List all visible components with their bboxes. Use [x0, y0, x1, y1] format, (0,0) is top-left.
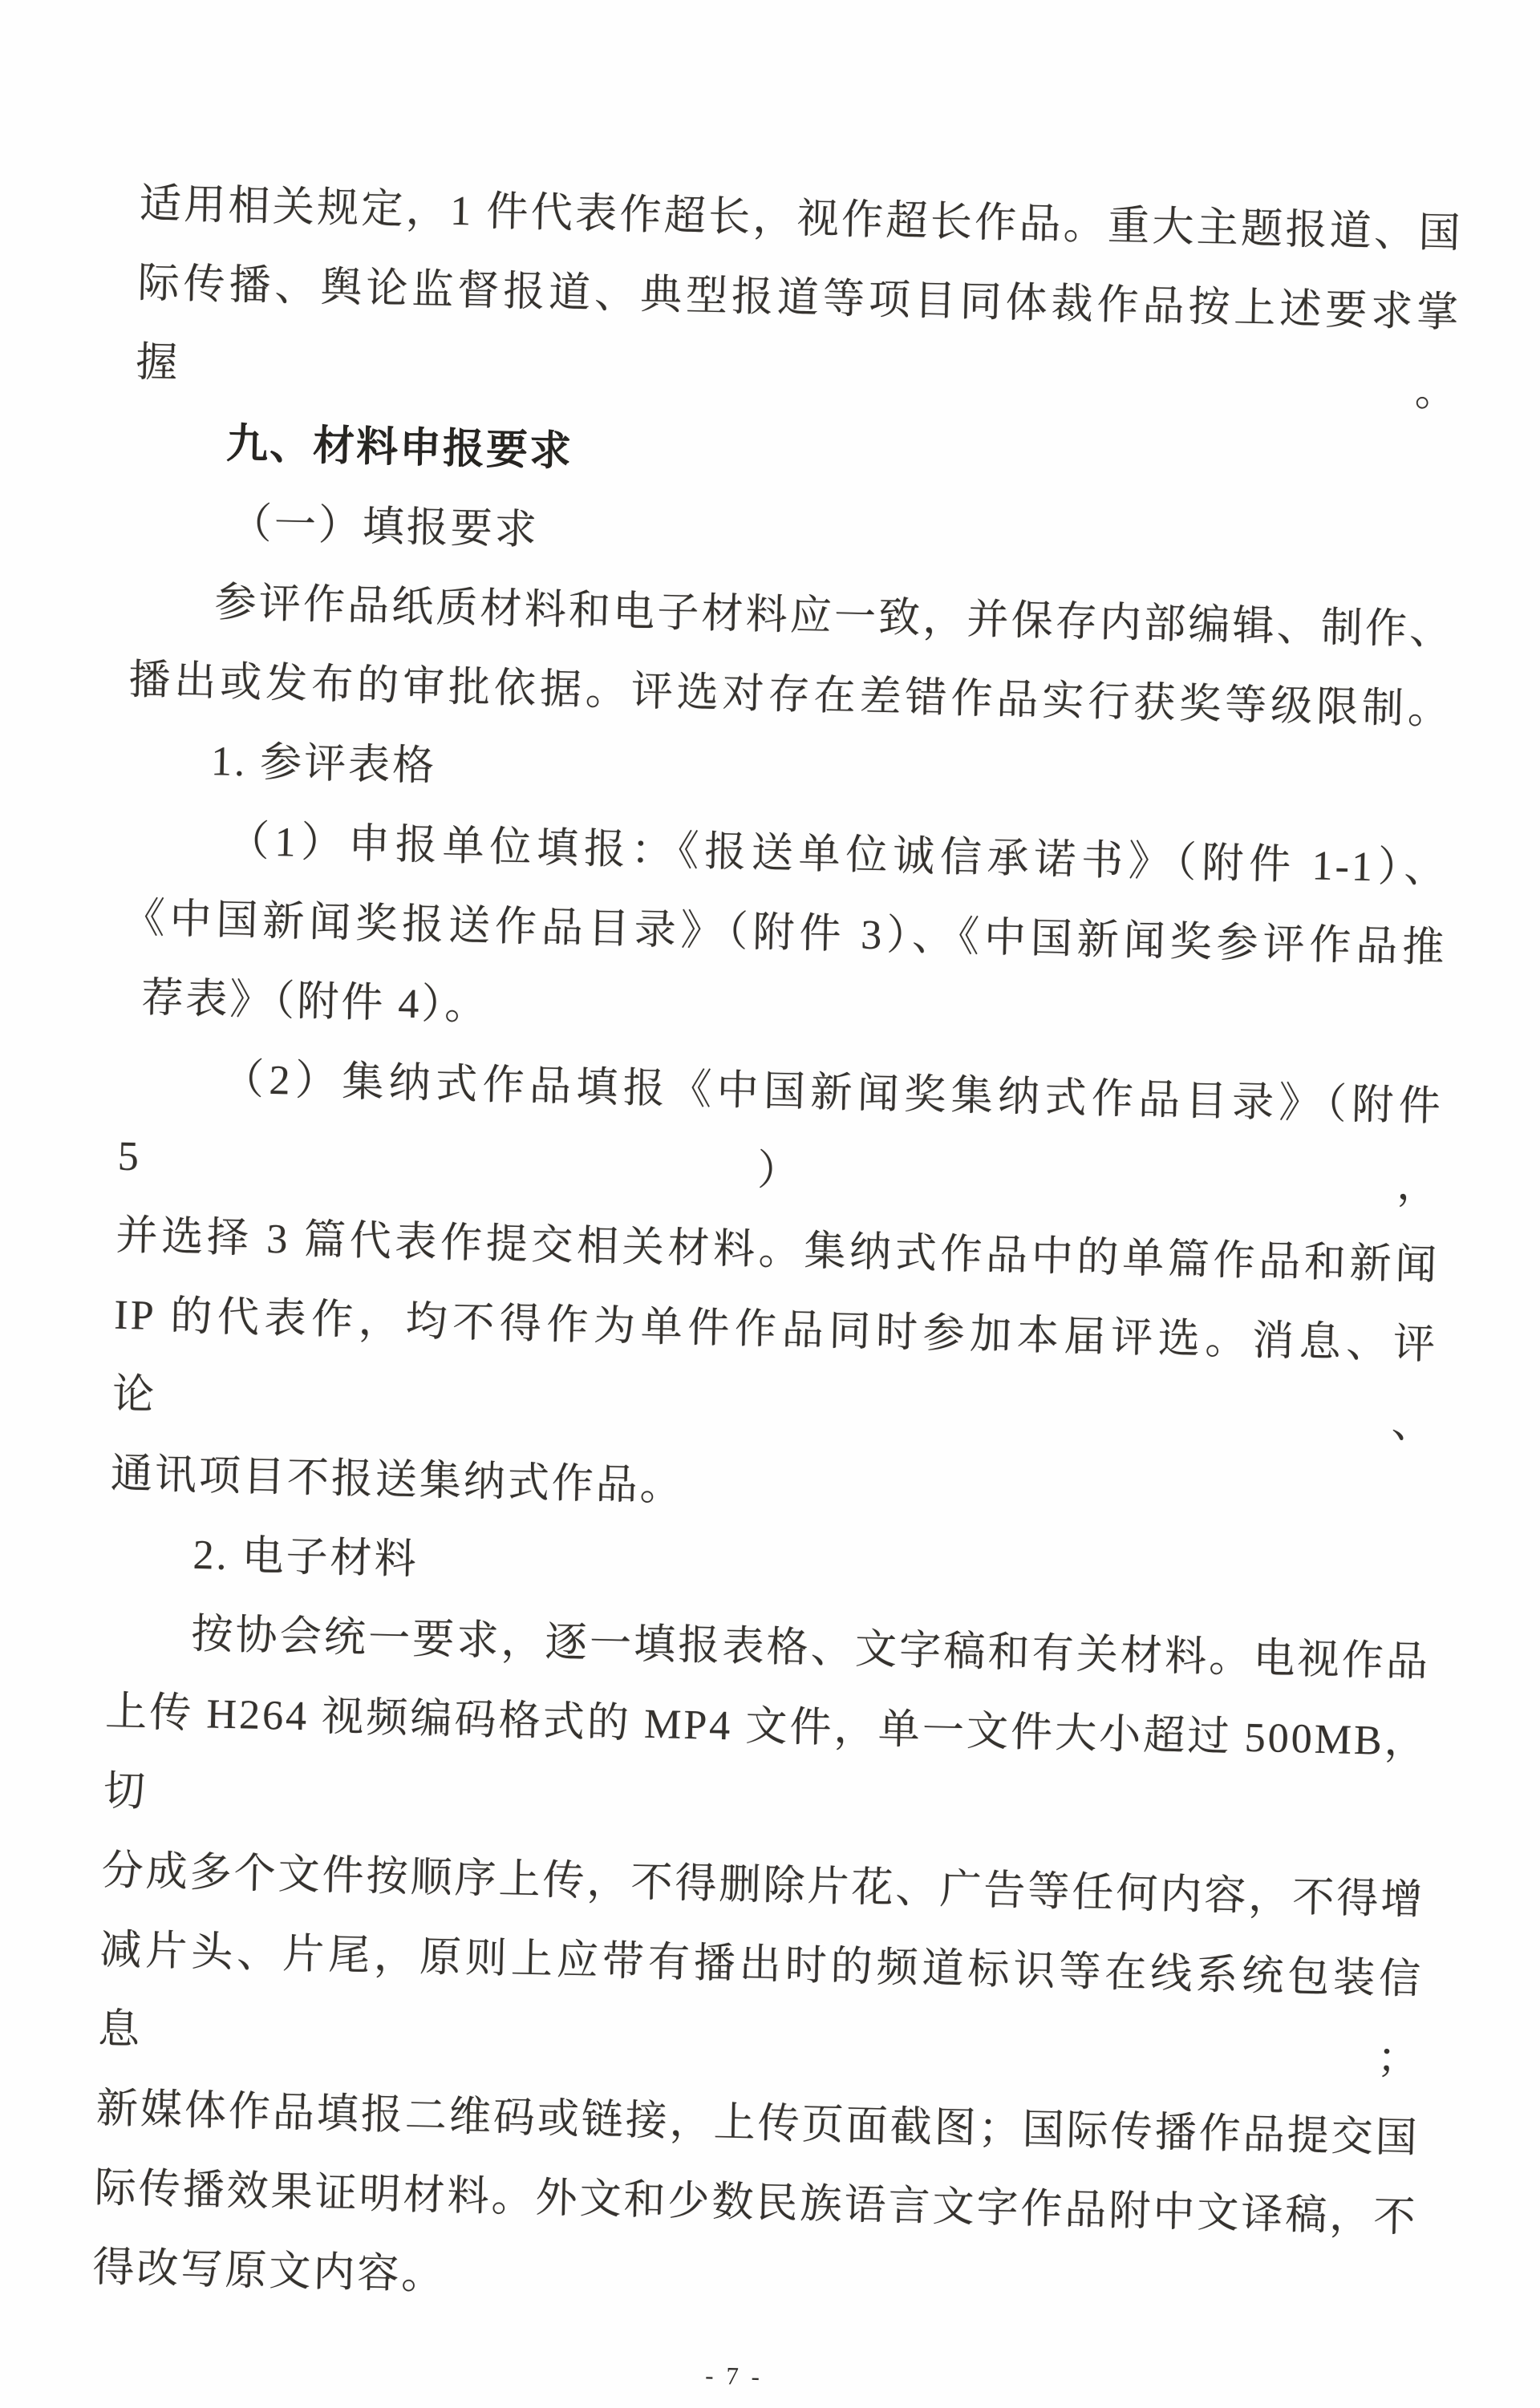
text-line: 分成多个文件按顺序上传，不得删除片花、广告等任何内容，不得增 — [101, 1847, 1425, 1924]
text-line: 适用相关规定，1 件代表作超长，视作超长作品。重大主题报道、国 — [139, 180, 1464, 257]
list-item-heading: 1. 参评表格 — [210, 739, 437, 790]
text-line: 际传播效果证明材料。外文和少数民族语言文字作品附中文译稿，不 — [94, 2165, 1418, 2241]
list-item-heading: 2. 电子材料 — [192, 1532, 419, 1584]
text-line: IP 的代表作，均不得作为单件作品同时参加本届评选。消息、评论、 — [111, 1292, 1438, 1448]
text-line: 际传播、舆论监督报道、典型报道等项目同体裁作品按上述要求掌握。 — [135, 260, 1461, 416]
section-heading: 九、材料申报要求 — [225, 420, 573, 476]
text-line: 参评作品纸质材料和电子材料应一致，并保存内部编辑、制作、 — [213, 580, 1454, 654]
page-number: - 7 - — [704, 2361, 764, 2391]
text-line: 上传 H264 视频编码格式的 MP4 文件，单一文件大小超过 500MB，切 — [103, 1689, 1429, 1815]
text-line: 播出或发布的审批依据。评选对存在差错作品实行获奖等级限制。 — [128, 657, 1453, 734]
document-page — [90, 164, 1463, 2408]
text-line: （1）申报单位填报：《报送单位诚信承诺书》（附件 1-1）、 — [227, 818, 1449, 892]
text-line: 新媒体作品填报二维码或链接，上传页面截图；国际传播作品提交国 — [95, 2086, 1420, 2162]
text-line: 得改写原文内容。 — [91, 2244, 447, 2299]
text-line: 《中国新闻奖报送作品目录》（附件 3）、《中国新闻奖参评作品推 — [123, 895, 1447, 972]
text-line: （2）集纳式作品填报《中国新闻奖集纳式作品目录》（附件 5）， — [117, 1056, 1444, 1210]
text-line: 并选择 3 篇代表作提交相关材料。集纳式作品中的单篇作品和新闻 — [116, 1212, 1440, 1289]
sub-heading: （一）填报要求 — [229, 500, 540, 554]
text-line: 减片头、片尾，原则上应带有播出时的频道标识等在线系统包装信息； — [97, 1927, 1424, 2082]
text-line: 荐表》（附件 4）。 — [140, 975, 489, 1030]
text-line: 按协会统一要求，逐一填报表格、文字稿和有关材料。电视作品 — [190, 1611, 1431, 1686]
text-line: 通讯项目不报送集纳式作品。 — [110, 1451, 685, 1510]
